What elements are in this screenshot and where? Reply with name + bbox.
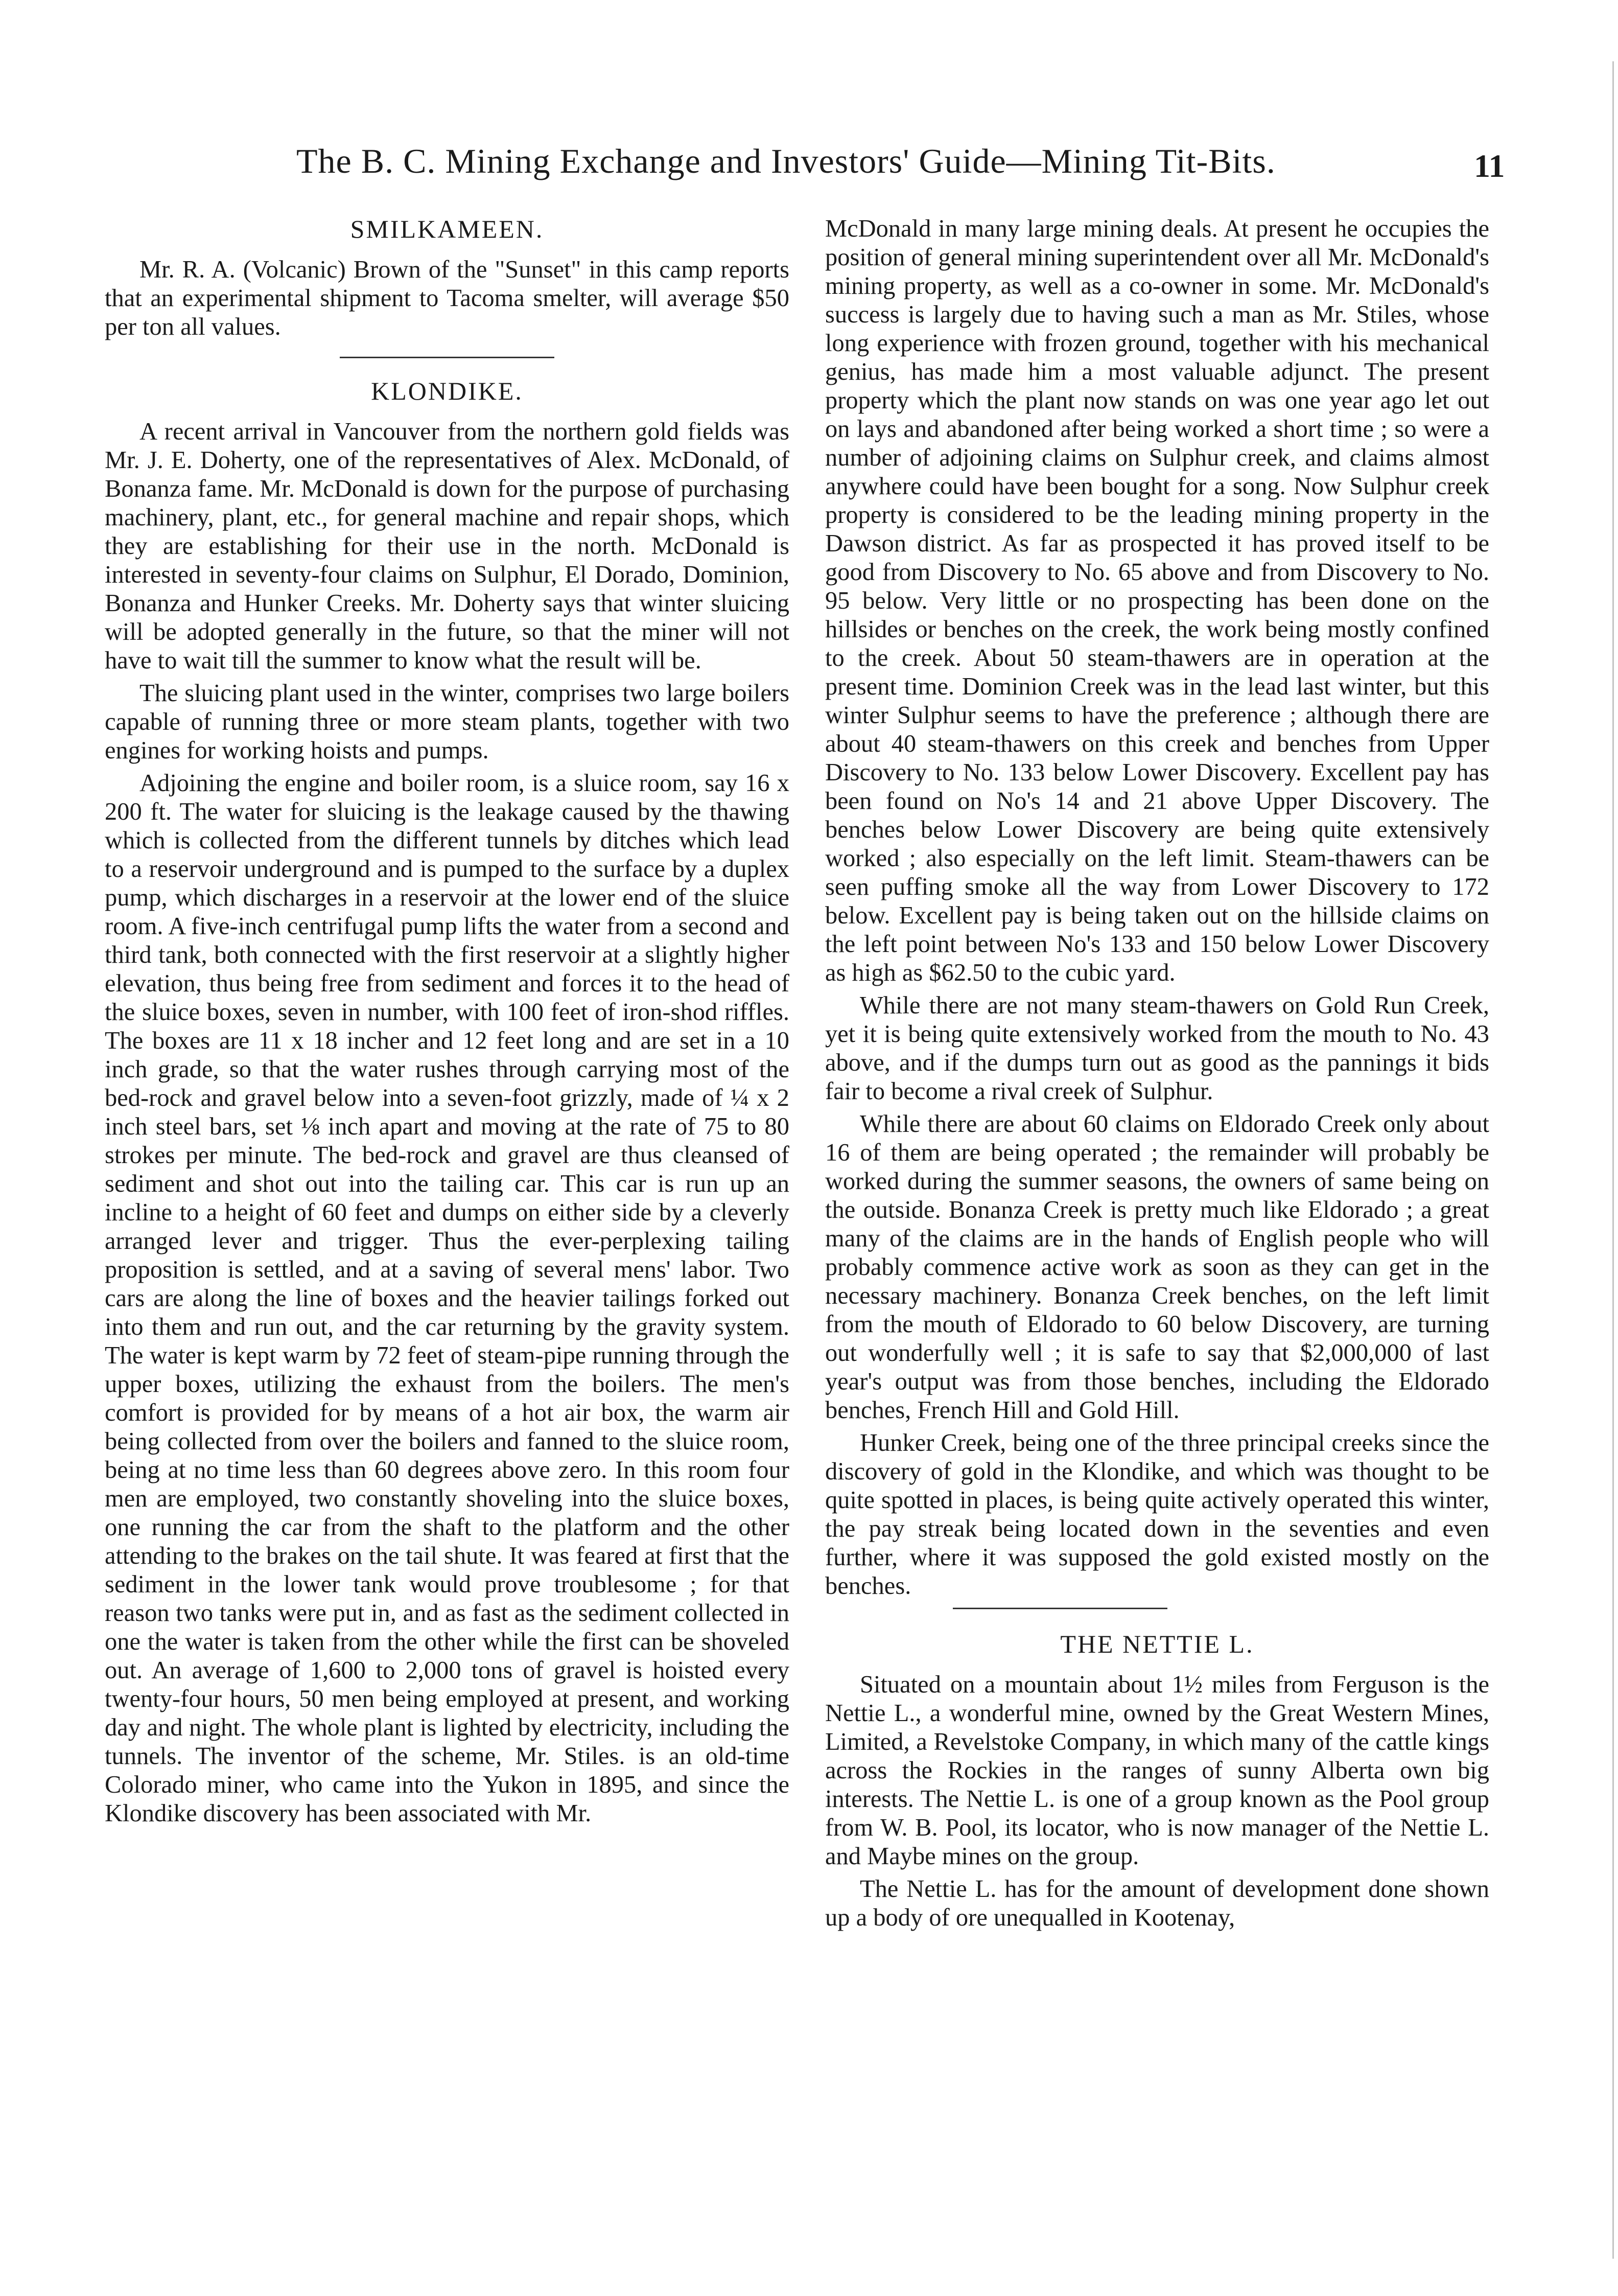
- section-divider: [953, 1608, 1167, 1609]
- right-column: [825, 215, 1489, 1936]
- scan-edge-line: [1612, 61, 1614, 2259]
- klondike-paragraph-3: Adjoining the engine and boiler room, is a sluice room, say 16 x 200 ft. The water for sluicing is the leakage caused by the thawing which is collected from the different tunnels by ditches which lead to a reservoir underground and is pumped to the surface by a duplex pump, which discharges in a reservoir at the lower end of the sluice room. A five-inch centrifugal pump lifts the water from a second and third tank, both connected with the first reservoir at a slightly higher elevation, thus being free from sediment and forces it to the head of the sluice boxes, seven in number, with 100 feet of iron-shod riffles. The boxes are 11 x 18 incher and 12 feet long and are set in a 10 inch grade, so that the water rushes through carrying most of the bed-rock and gravel below into a seven-foot grizzly, made of ¼ x 2 inch steel bars, set ⅛ inch apart and moving at the rate of 75 to 80 strokes per minute. The bed-rock and gravel are thus cleansed of sediment and shot out into the tailing car. This car is run up an incline to a height of 60 feet and dumps on either side by a cleverly arranged lever and trigger. Thus the ever-perplexing tailing proposition is settled, and at a saving of several mens' labor. Two cars are along the line of boxes and the heavier tailings forked out into them and run out, and the car returning by the gravity system. The water is kept warm by 72 feet of steam-pipe running through the upper boxes, utilizing the exhaust from the boilers. The men's comfort is provided for by means of a hot air box, the warm air being collected from over the boilers and fanned to the sluice room, being at no time less than 60 degrees above zero. In this room four men are employed, two constantly shoveling into the sluice boxes, one running the car from the shaft to the platform and the other attending to the brakes on the tail shute. It was feared at first that the sediment in the lower tank would prove troublesome ; for that reason two tanks were put in, and as fast as the sediment collected in one the water is taken from the other while the first can be shoveled out. An average of 1,600 to 2,000 tons of gravel is hoisted every twenty-four hours, 50 men being employed at present, and working day and night. The whole plant is lighted by electricity, including the tunnels. The inventor of the scheme, Mr. Stiles. is an old-time Colorado miner, who came into the Yukon in 1895, and since the Klondike discovery has been associated with Mr.: [105, 770, 789, 1827]
- page-number: 11: [1474, 148, 1505, 184]
- nettie-paragraph-1: Situated on a mountain about 1½ miles from Ferguson is the Nettie L., a wonderful mine, owned by the Great Western Mines, Limited, a Revelstoke Company, in which many of the cattle kings across the Rockies in the ranges of sunny Alberta own big interests. The Nettie L. is one of a group known as the Pool group from W. B. Pool, its locator, who is now manager of the Nettie L. and Maybe mines on the group.: [825, 1671, 1489, 1870]
- section-heading-klondike: KLONDIKE.: [371, 377, 523, 405]
- eldorado-bonanza-paragraph: While there are about 60 claims on Eldorado Creek only about 16 of them are being operated ; the remainder will probably be worked during the summer seasons, the owners of same being on the outside. Bonanza Creek is pretty much like Eldorado ; a great many of the claims are in the hands of English people who will probably commence active work as soon as they can get in the necessary machinery. Bonanza Creek benches, on the left limit from the mouth of Eldorado to 60 below Discovery, are turning out wonderfully well ; it is safe to say that $2,000,000 of last year's output was from those benches, including the Eldorado benches, French Hill and Gold Hill.: [825, 1110, 1489, 1424]
- section-divider: [340, 357, 554, 358]
- section-heading-nettie-l: THE NETTIE L.: [1060, 1630, 1254, 1658]
- nettie-paragraph-2: The Nettie L. has for the amount of development done shown up a body of ore unequalled in Kootenay,: [825, 1875, 1489, 1931]
- running-header-title: The B. C. Mining Exchange and Investors' Guide—Mining Tit-Bits.: [296, 142, 1276, 180]
- section-heading-smilkameen: SMILKAMEEN.: [350, 215, 544, 243]
- gold-run-paragraph: While there are not many steam-thawers on Gold Run Creek, yet it is being quite extensively worked from the mouth to No. 43 above, and if the dumps turn out as good as the pannings it bids fair to become a rival creek of Sulphur.: [825, 992, 1489, 1105]
- klondike-paragraph-2: The sluicing plant used in the winter, comprises two large boilers capable of running three or more steam plants, together with two engines for working hoists and pumps.: [105, 680, 789, 764]
- klondike-continued-paragraph: McDonald in many large mining deals. At present he occupies the position of general mining superintendent over all Mr. McDonald's mining property, as well as a co-owner in some. Mr. McDonald's success is largely due to having such a man as Mr. Stiles, whose long experience with frozen ground, together with his mechanical genius, has made him a most valuable adjunct. The present property which the plant now stands on was one year ago let out on lays and abandoned after being worked a short time ; so were a number of adjoining claims on Sulphur creek, and claims almost anywhere could have been bought for a song. Now Sulphur creek property is considered to be the leading mining property in the Dawson district. As far as prospected it has proved itself to be good from Discovery to No. 65 above and from Discovery to No. 95 below. Very little or no prospecting has been done on the hillsides or benches on the creek, the work being mostly confined to the creek. About 50 steam-thawers are in operation at the present time. Dominion Creek was in the lead last winter, but this winter Sulphur seems to have the preference ; although there are about 40 steam-thawers on this creek and benches from Upper Discovery to No. 133 below Lower Discovery. Excellent pay has been found on No's 14 and 21 above Upper Discovery. The benches below Lower Discovery are being quite extensively worked ; also especially on the left limit. Steam-thawers can be seen puffing smoke all the way from Lower Discovery to 172 below. Excellent pay is being taken out on the hillside claims on the left point between No's 133 and 150 below Lower Discovery as high as $62.50 to the cubic yard.: [825, 215, 1489, 986]
- smilkameen-paragraph: Mr. R. A. (Volcanic) Brown of the "Sunset" in this camp reports that an experimental shipment to Tacoma smelter, will average $50 per ton all values.: [105, 256, 789, 340]
- hunker-creek-paragraph: Hunker Creek, being one of the three principal creeks since the discovery of gold in the Klondike, and which was thought to be quite spotted in places, is being quite actively operated this winter, the pay streak being located down in the seventies and even further, where it was supposed the gold existed mostly on the benches.: [825, 1429, 1489, 1599]
- klondike-paragraph-1: A recent arrival in Vancouver from the northern gold fields was Mr. J. E. Doherty, one of the representatives of Alex. McDonald, of Bonanza fame. Mr. McDonald is down for the purpose of purchasing machinery, plant, etc., for general machine and repair shops, which they are establishing for their use in the north. McDonald is interested in seventy-four claims on Sulphur, El Dorado, Dominion, Bonanza and Hunker Creeks. Mr. Doherty says that winter sluicing will be adopted generally in the future, so that the miner will not have to wait till the summer to know what the result will be.: [105, 418, 789, 674]
- left-column: [105, 215, 789, 1832]
